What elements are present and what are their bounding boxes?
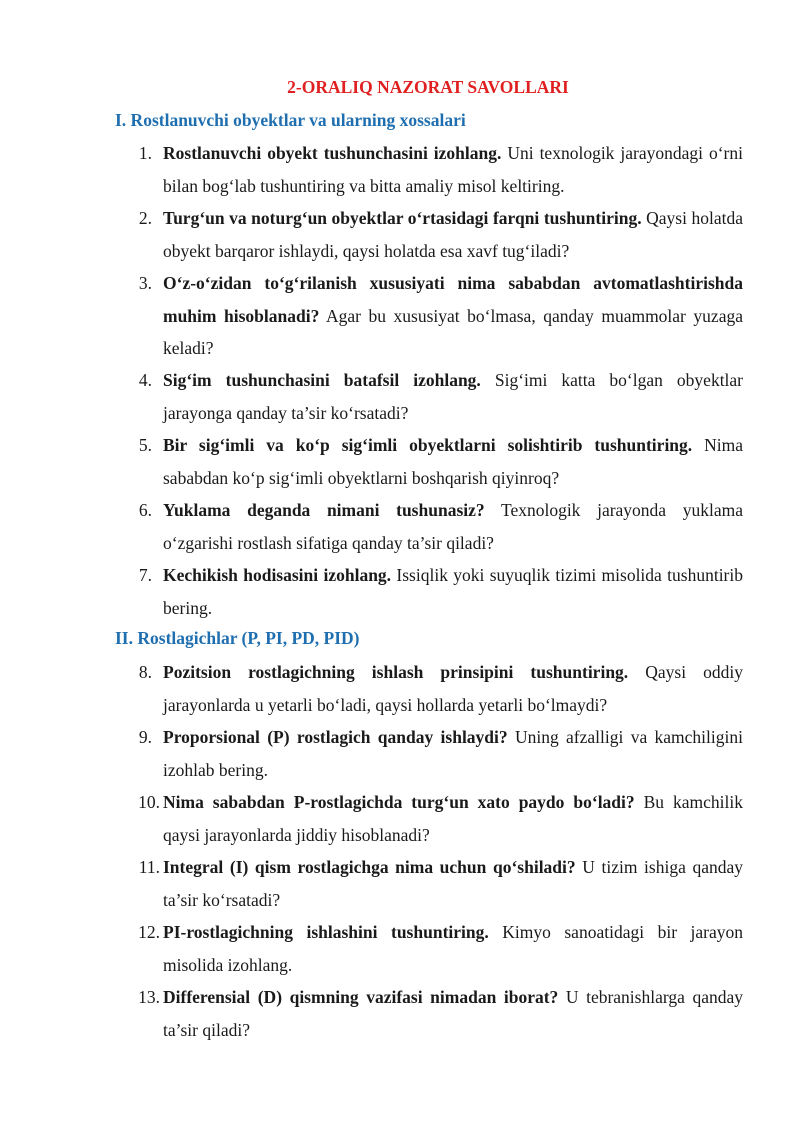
item-text [163, 267, 743, 365]
item-text [163, 721, 743, 786]
item-number: 11. [138, 857, 160, 877]
item-question: PI-rostlagichning ishlashini tushuntiring. [163, 922, 489, 942]
section-heading-1: I. Rostlanuvchi obyektlar va ularning xossalari [115, 110, 466, 130]
section-heading-2: II. Rostlagichlar (P, PI, PD, PID) [115, 628, 360, 648]
item-number: 4. [138, 370, 152, 390]
item-detail: Nima sababdan ko‘p sig‘imli obyektlarni boshqarish qiyinroq? [163, 435, 744, 488]
item-question: Rostlanuvchi obyekt tushunchasini izohlang. [163, 143, 502, 163]
item-text [163, 786, 743, 851]
item-question: Nima sababdan P-rostlagichda turg‘un xato paydo bo‘ladi? [163, 792, 635, 812]
item-text [163, 364, 743, 429]
item-detail: Bu kamchilik qaysi jarayonlarda jiddiy hisoblanadi? [163, 792, 744, 845]
item-question: Integral (I) qism rostlagichga nima uchun qo‘shiladi? [163, 857, 576, 877]
item-detail: Qaysi holatda obyekt barqaror ishlaydi, qaysi holatda esa xavf tug‘iladi? [163, 208, 743, 261]
item-number: 6. [138, 500, 152, 520]
item-number: 2. [138, 208, 152, 228]
item-question: O‘z-o‘zidan to‘g‘rilanish xususiyati nima sababdan avtomatlashtirishda muhim hisoblanadi? [163, 273, 743, 326]
item-text [163, 981, 743, 1046]
item-question: Sig‘im tushunchasini batafsil izohlang. [163, 370, 481, 390]
item-question: Turg‘un va noturg‘un obyektlar o‘rtasidagi farqni tushuntiring. [163, 208, 642, 228]
item-detail: Qaysi oddiy jarayonlarda u yetarli bo‘ladi, qaysi hollarda yetarli bo‘lmaydi? [163, 662, 743, 715]
item-number: 5. [138, 435, 152, 455]
item-text [163, 202, 743, 267]
item-detail: Uni texnologik jarayondagi o‘rni bilan bog‘lab tushuntiring va bitta amaliy misol keltiring. [163, 143, 743, 196]
item-number: 9. [138, 727, 152, 747]
item-detail: Uning afzalligi va kamchiligini izohlab bering. [163, 727, 743, 780]
item-detail: Sig‘imi katta bo‘lgan obyektlar jarayonga qanday ta’sir ko‘rsatadi? [163, 370, 744, 423]
item-number: 12. [138, 922, 160, 942]
item-detail: Agar bu xususiyat bo‘lmasa, qanday muammolar yuzaga keladi? [163, 305, 743, 358]
item-question: Kechikish hodisasini izohlang. [163, 565, 392, 585]
item-text [163, 916, 743, 981]
item-question: Bir sig‘imli va ko‘p sig‘imli obyektlarni solishtirib tushuntiring. [163, 435, 693, 455]
item-detail: Kimyo sanoatidagi bir jarayon misolida izohlang. [163, 922, 743, 975]
item-text [163, 494, 743, 559]
page-title: 2-ORALIQ NAZORAT SAVOLLARI [287, 77, 569, 97]
item-text [163, 656, 743, 721]
item-question: Proporsional (P) rostlagich qanday ishlaydi? [163, 727, 508, 747]
item-number: 10. [138, 792, 160, 812]
item-number: 1. [138, 143, 152, 163]
item-text [163, 429, 743, 494]
item-text [163, 851, 743, 916]
item-number: 8. [138, 662, 152, 682]
item-text [163, 559, 743, 624]
item-detail: Issiqlik yoki suyuqlik tizimi misolida tushuntirib bering. [163, 565, 743, 618]
item-detail: U tebranishlarga qanday ta’sir qiladi? [163, 987, 743, 1040]
item-number: 7. [138, 565, 152, 585]
item-question: Differensial (D) qismning vazifasi nimadan iborat? [163, 987, 559, 1007]
item-text [163, 137, 743, 202]
item-detail: U tizim ishiga qanday ta’sir ko‘rsatadi? [163, 857, 743, 910]
item-question: Yuklama deganda nimani tushunasiz? [163, 500, 485, 520]
item-detail: Texnologik jarayonda yuklama o‘zgarishi rostlash sifatiga qanday ta’sir qiladi? [163, 500, 743, 553]
item-question: Pozitsion rostlagichning ishlash prinsipini tushuntiring. [163, 662, 629, 682]
item-number: 13. [138, 987, 160, 1007]
item-number: 3. [138, 273, 152, 293]
